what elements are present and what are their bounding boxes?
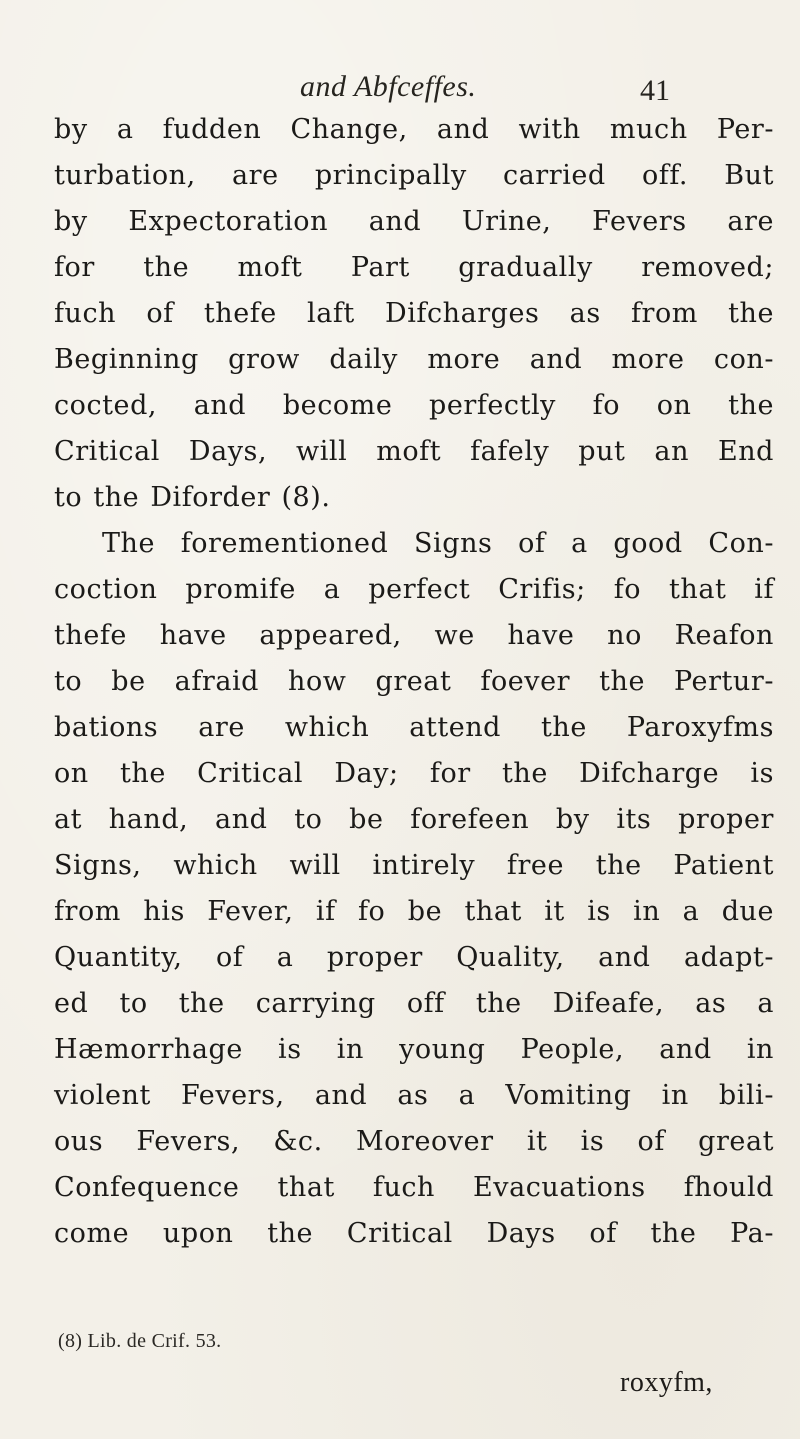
text-line: to the Diforder (8).: [54, 482, 331, 513]
catchword: roxyfm,: [620, 1367, 713, 1398]
text-line: Quantity, of a proper Quality, and adapt-: [54, 942, 774, 973]
text-line: fuch of thefe laft Difcharges as from the: [54, 298, 774, 329]
text-line: bations are which attend the Paroxyfms: [54, 712, 774, 743]
text-line: from his Fever, if fo be that it is in a due: [54, 896, 774, 927]
text-line: Hæmorrhage is in young People, and in: [54, 1034, 774, 1065]
page-number: 41: [640, 74, 670, 107]
text-line: Critical Days, will moft fafely put an End: [54, 436, 774, 467]
text-line: by Expectoration and Urine, Fevers are: [54, 206, 774, 237]
text-line: for the moft Part gradually removed;: [54, 252, 774, 283]
text-line: at hand, and to be forefeen by its proper: [54, 804, 774, 835]
text-line: on the Critical Day; for the Difcharge is: [54, 758, 774, 789]
text-line: coction promife a perfect Crifis; fo that if: [54, 574, 774, 605]
text-line: ous Fevers, &c. Moreover it is of great: [54, 1126, 774, 1157]
running-head: [0, 70, 800, 110]
text-line: by a fudden Change, and with much Per-: [54, 114, 774, 145]
text-line: ed to the carrying off the Difeafe, as a: [54, 988, 774, 1019]
text-line: come upon the Critical Days of the Pa-: [54, 1218, 774, 1249]
running-title: and Abfceffes.: [300, 70, 477, 103]
text-line: to be afraid how great foever the Pertur-: [54, 666, 774, 697]
text-line: Signs, which will intirely free the Patient: [54, 850, 774, 881]
text-line: Beginning grow daily more and more con-: [54, 344, 774, 375]
text-line: thefe have appeared, we have no Reafon: [54, 620, 774, 651]
footnote: (8) Lib. de Crif. 53.: [58, 1330, 222, 1352]
text-line-paragraph-start: The forementioned Signs of a good Con-: [102, 528, 774, 559]
text-line: cocted, and become perfectly fo on the: [54, 390, 774, 421]
text-line: Confequence that fuch Evacuations fhould: [54, 1172, 774, 1203]
text-line: turbation, are principally carried off. But: [54, 160, 774, 191]
body-text: [54, 107, 774, 1257]
text-line: violent Fevers, and as a Vomiting in bili-: [54, 1080, 774, 1111]
